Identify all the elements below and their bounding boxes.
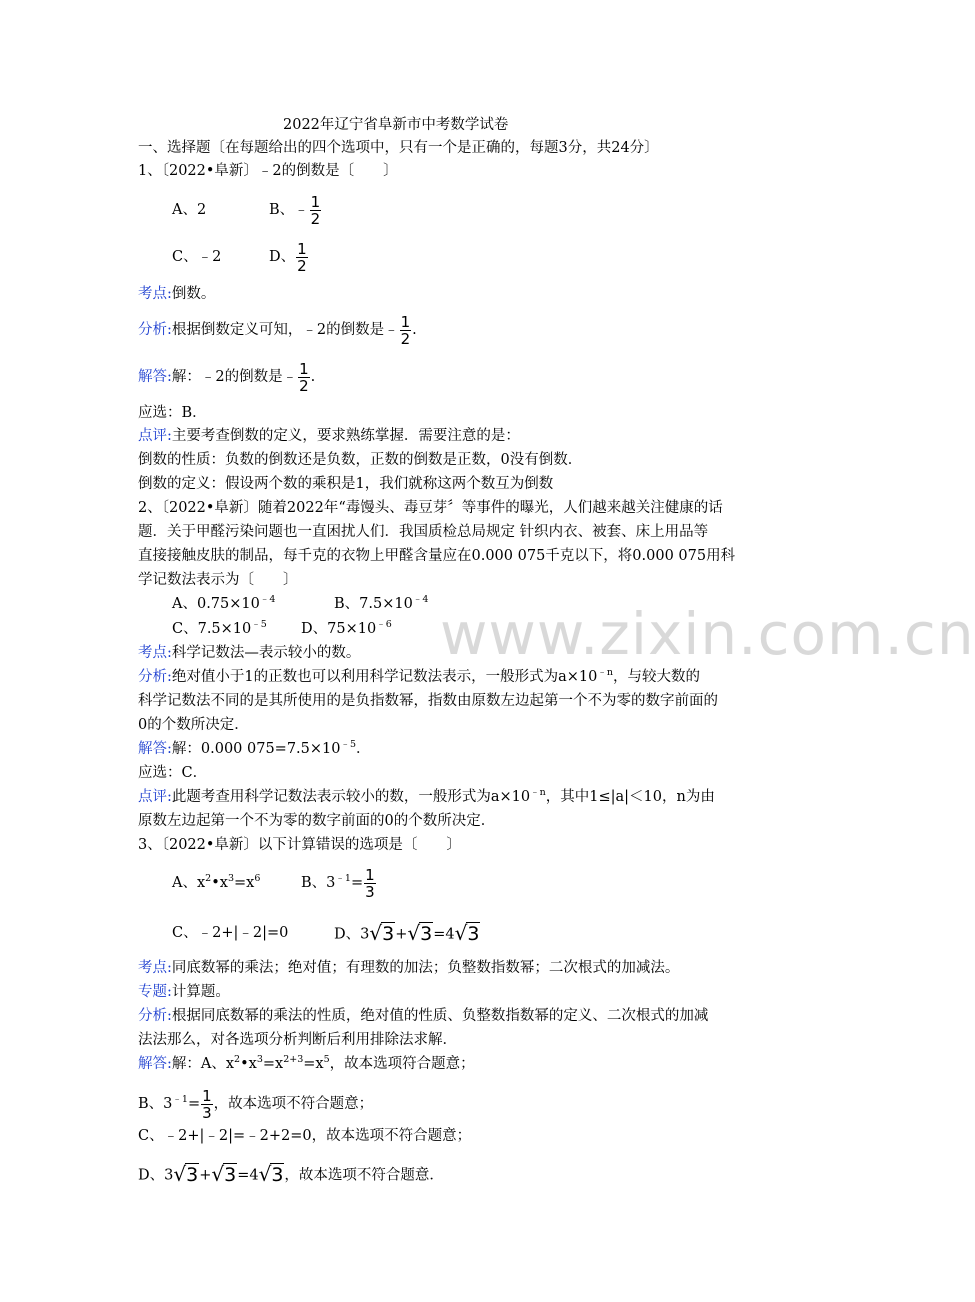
q3-jieda-d: D、3√3+√3=4√3，故本选项不符合题意．: [138, 1157, 444, 1194]
q1-fenxi: 分析:根据倒数定义可知，﹣2的倒数是﹣ $\frac{1}{2}$ .: [138, 312, 417, 348]
q2-option-c: C、$7.5\times 10^{﹣5}$: [172, 619, 267, 637]
q1-jieda: 解答:解：﹣2的倒数是﹣ $\frac{1}{2}$ .: [138, 359, 316, 395]
sqrt-3-radical: √3: [454, 921, 480, 945]
q3-jieda-b-fraction: $\frac{1}{3}$: [202, 1086, 212, 1122]
q2-option-b: B、$7.5\times 10^{﹣4}$: [334, 594, 429, 612]
q3-option-b-fraction: $\frac{1}{3}$: [365, 865, 375, 901]
q1-option-d-fraction: $\frac{1}{2}$: [297, 239, 307, 275]
q2-kaodian: 考点:科学记数法—表示较小的数。: [138, 645, 361, 661]
q1-option-d: D、 $\frac{1}{2}$: [269, 239, 307, 275]
sqrt-3-radical: √3: [258, 1162, 284, 1186]
q2-stem-2: 题．关于甲醛污染问题也一直困扰人们．我国质检总局规定 针织内衣、被套、床上用品等: [138, 524, 709, 540]
q2-answer: 应选：C．: [138, 765, 208, 781]
q1-note-2: 倒数的定义：假设两个数的乘积是1，我们就称这两个数互为倒数: [138, 476, 554, 492]
q3-jieda-b: B、$3^{﹣1}=$ $\frac{1}{3}$ ，故本选项不符合题意；: [138, 1086, 374, 1122]
q3-fenxi-1: 分析:根据同底数幂的乘法的性质，绝对值的性质、负整数指数幂的定义、二次根式的加减: [138, 1008, 709, 1024]
q3-option-c: C、﹣2+|﹣2|=0: [172, 925, 289, 941]
q3-zhuanti: 专题:计算题。: [138, 984, 230, 1000]
q2-stem-1: 2、〔2022•阜新〕随着2022年“毒馒头、毒豆芽〞等事件的曝光，人们越来越关注健康的话: [138, 500, 723, 516]
q2-jieda: 解答:解：0.000 $075=7.5\times 10^{﹣5}$．: [138, 739, 371, 757]
q3-kaodian: 考点:同底数幂的乘法；绝对值；有理数的加法；负整数指数幂；二次根式的加减法。: [138, 960, 680, 976]
sqrt-3-radical: √3: [211, 1162, 237, 1186]
sqrt-3-radical: √3: [369, 921, 395, 945]
q2-dianping-1: 点评:此题考查用科学记数法表示较小的数，一般形式为$a\times 10^{﹣n}$，其中1≤|a|＜10，n为由: [138, 787, 715, 805]
q1-option-b: B、﹣ $\frac{1}{2}$: [269, 192, 321, 228]
q1-note-1: 倒数的性质：负数的倒数还是负数，正数的倒数是正数，0没有倒数．: [138, 452, 583, 468]
q1-option-c: C、﹣2: [172, 249, 222, 265]
q3-stem: 3、〔2022•阜新〕以下计算错误的选项是〔 〕: [138, 837, 461, 853]
q1-fenxi-fraction: $\frac{1}{2}$: [400, 312, 411, 348]
q2-fenxi-1: 分析:绝对值小于1的正数也可以利用科学记数法表示，一般形式为$a\times 10^{﹣n}$，与较大数的: [138, 667, 700, 685]
q3-fenxi-2: 法法那么，对各选项分析判断后利用排除法求解．: [138, 1032, 457, 1048]
q2-fenxi-2: 科学记数法不同的是其所使用的是负指数幂，指数由原数左边起第一个不为零的数字前面的: [138, 693, 718, 709]
q2-stem-3: 直接接触皮肤的制品，每千克的衣物上甲醛含量应在0.000 075千克以下，将0.000 075用科: [138, 548, 736, 564]
q2-stem-4: 学记数法表示为〔 〕: [138, 572, 298, 588]
q2-option-a: A、$0.75\times 10^{﹣4}$: [172, 594, 276, 612]
page-title: 2022年辽宁省阜新市中考数学试卷: [283, 117, 509, 133]
q3-jieda-c: C、﹣2+|﹣2|=﹣2+2=0，故本选项不符合题意；: [138, 1128, 472, 1144]
q3-option-d: D、3√3+√3=4√3: [334, 916, 480, 953]
q2-option-d: D、$75\times 10^{﹣6}$: [301, 619, 392, 637]
q1-answer: 应选：B．: [138, 405, 207, 421]
q1-option-b-fraction: $\frac{1}{2}$: [310, 192, 321, 228]
q1-stem: 1、〔2022•阜新〕﹣2的倒数是〔 〕: [138, 163, 398, 179]
q2-fenxi-3: 0的个数所决定．: [138, 717, 249, 733]
q3-option-b: B、$3^{﹣1}=$ $\frac{1}{3}$: [301, 865, 375, 901]
sqrt-3-radical: √3: [173, 1162, 199, 1186]
q2-dianping-2: 原数左边起第一个不为零的数字前面的0的个数所决定．: [138, 813, 496, 829]
q3-option-a: A、$x^2•x^3=x^6$: [172, 873, 261, 891]
q1-kaodian: 考点:倒数。: [138, 286, 216, 302]
section-heading: 一、选择题〔在每题给出的四个选项中，只有一个是正确的，每题3分，共24分〕: [138, 140, 659, 156]
sqrt-3-radical: √3: [407, 921, 433, 945]
q3-jieda: 解答:解：A、$x^2•x^3=x^{2+3}=x^5$，故本选项符合题意；: [138, 1054, 475, 1072]
q1-dianping: 点评:主要考查倒数的定义，要求熟练掌握．需要注意的是：: [138, 428, 520, 444]
q1-jieda-fraction: $\frac{1}{2}$: [299, 359, 309, 395]
watermark: www.zixin.com.cn: [440, 600, 975, 668]
q1-option-a: A、2: [172, 202, 207, 218]
